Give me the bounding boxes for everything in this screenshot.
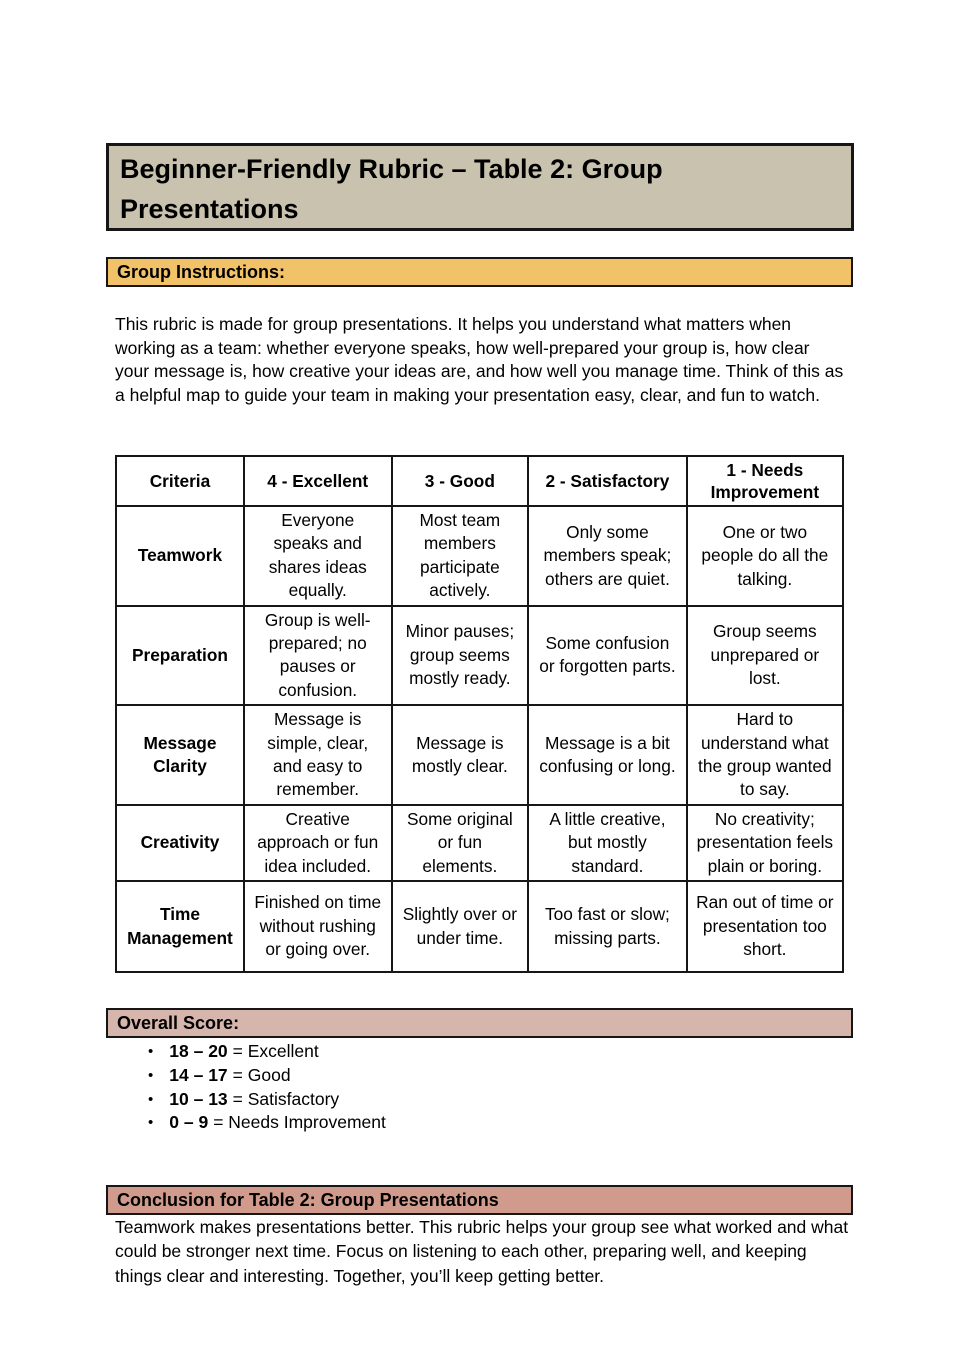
rubric-cell: No creativity; presentation feels plain or boring.	[687, 805, 843, 881]
intro-paragraph: This rubric is made for group presentations. It helps you understand what matters when working as a team: whether everyone speaks, how well-prepared your group is, how clear your message is, how creative your ideas are, and how well you manage time. Think of this as a helpful map to guide your team in making your presentation easy, clear, and fun to watch.	[115, 314, 844, 405]
rubric-cell: One or two people do all the talking.	[687, 506, 843, 606]
table-row-message-clarity	[116, 705, 843, 805]
criterion-cell: Teamwork	[116, 506, 244, 606]
conclusion-paragraph: Teamwork makes presentations better. This rubric helps your group see what worked and what could be stronger next time. Focus on listening to each other, preparing well, and keeping things clear and interesting. Together, you’ll keep getting better.	[115, 1217, 849, 1286]
rubric-cell: Message is mostly clear.	[392, 705, 529, 805]
score-legend	[148, 1040, 386, 1135]
column-header-criteria: Criteria	[116, 456, 244, 506]
rubric-header-row	[116, 456, 843, 506]
rubric-cell: Slightly over or under time.	[392, 881, 529, 972]
table-row-teamwork	[116, 506, 843, 606]
column-header-excellent: 4 - Excellent	[244, 456, 392, 506]
rubric-cell: Some confusion or forgotten parts.	[528, 606, 686, 706]
criterion-cell: Preparation	[116, 606, 244, 706]
score-range: 10 – 13	[169, 1088, 228, 1109]
rubric-cell: Only some members speak; others are quiet.	[528, 506, 686, 606]
score-label: = Needs Improvement	[213, 1112, 386, 1133]
table-row-preparation	[116, 606, 843, 706]
rubric-cell: Some original or fun elements.	[392, 805, 529, 881]
score-legend-item	[148, 1040, 386, 1064]
section-header-label: Conclusion for Table 2: Group Presentations	[117, 1189, 499, 1210]
bullet-icon: •	[148, 1043, 154, 1061]
score-legend-item	[148, 1111, 386, 1135]
section-header-label: Overall Score:	[117, 1012, 240, 1033]
section-header-label: Group Instructions:	[117, 261, 285, 282]
bullet-icon: •	[148, 1067, 154, 1085]
section-header-overall-score	[106, 1008, 853, 1038]
rubric-cell: Most team members participate actively.	[392, 506, 529, 606]
rubric-cell: Everyone speaks and shares ideas equally.	[244, 506, 392, 606]
page-title: Beginner-Friendly Rubric – Table 2: Group Presentations	[106, 143, 854, 231]
score-label: = Satisfactory	[232, 1088, 340, 1109]
rubric-cell: Creative approach or fun idea included.	[244, 805, 392, 881]
rubric-cell: Group seems unprepared or lost.	[687, 606, 843, 706]
column-header-needs-improvement: 1 - Needs Improvement	[687, 456, 843, 506]
rubric-cell: Group is well-prepared; no pauses or confusion.	[244, 606, 392, 706]
score-legend-item	[148, 1064, 386, 1088]
criterion-cell: Time Management	[116, 881, 244, 972]
score-legend-item	[148, 1087, 386, 1111]
table-row-creativity	[116, 805, 843, 881]
score-range: 18 – 20	[169, 1041, 228, 1062]
rubric-cell: Finished on time without rushing or going over.	[244, 881, 392, 972]
score-label: = Good	[232, 1065, 291, 1086]
rubric-cell: Ran out of time or presentation too short.	[687, 881, 843, 972]
table-row-time-management	[116, 881, 843, 972]
column-header-satisfactory: 2 - Satisfactory	[528, 456, 686, 506]
column-header-good: 3 - Good	[392, 456, 529, 506]
rubric-cell: Message is a bit confusing or long.	[528, 705, 686, 805]
section-header-group-instructions	[106, 257, 853, 287]
rubric-cell: Hard to understand what the group wanted to say.	[687, 705, 843, 805]
criterion-cell: Message Clarity	[116, 705, 244, 805]
rubric-cell: Message is simple, clear, and easy to remember.	[244, 705, 392, 805]
rubric-cell: Minor pauses; group seems mostly ready.	[392, 606, 529, 706]
bullet-icon: •	[148, 1090, 154, 1108]
rubric-table	[115, 455, 844, 973]
criterion-cell: Creativity	[116, 805, 244, 881]
section-header-conclusion	[106, 1185, 853, 1215]
bullet-icon: •	[148, 1114, 154, 1132]
score-range: 14 – 17	[169, 1065, 228, 1086]
score-range: 0 – 9	[169, 1112, 209, 1133]
score-label: = Excellent	[232, 1041, 319, 1062]
rubric-cell: Too fast or slow; missing parts.	[528, 881, 686, 972]
rubric-cell: A little creative, but mostly standard.	[528, 805, 686, 881]
